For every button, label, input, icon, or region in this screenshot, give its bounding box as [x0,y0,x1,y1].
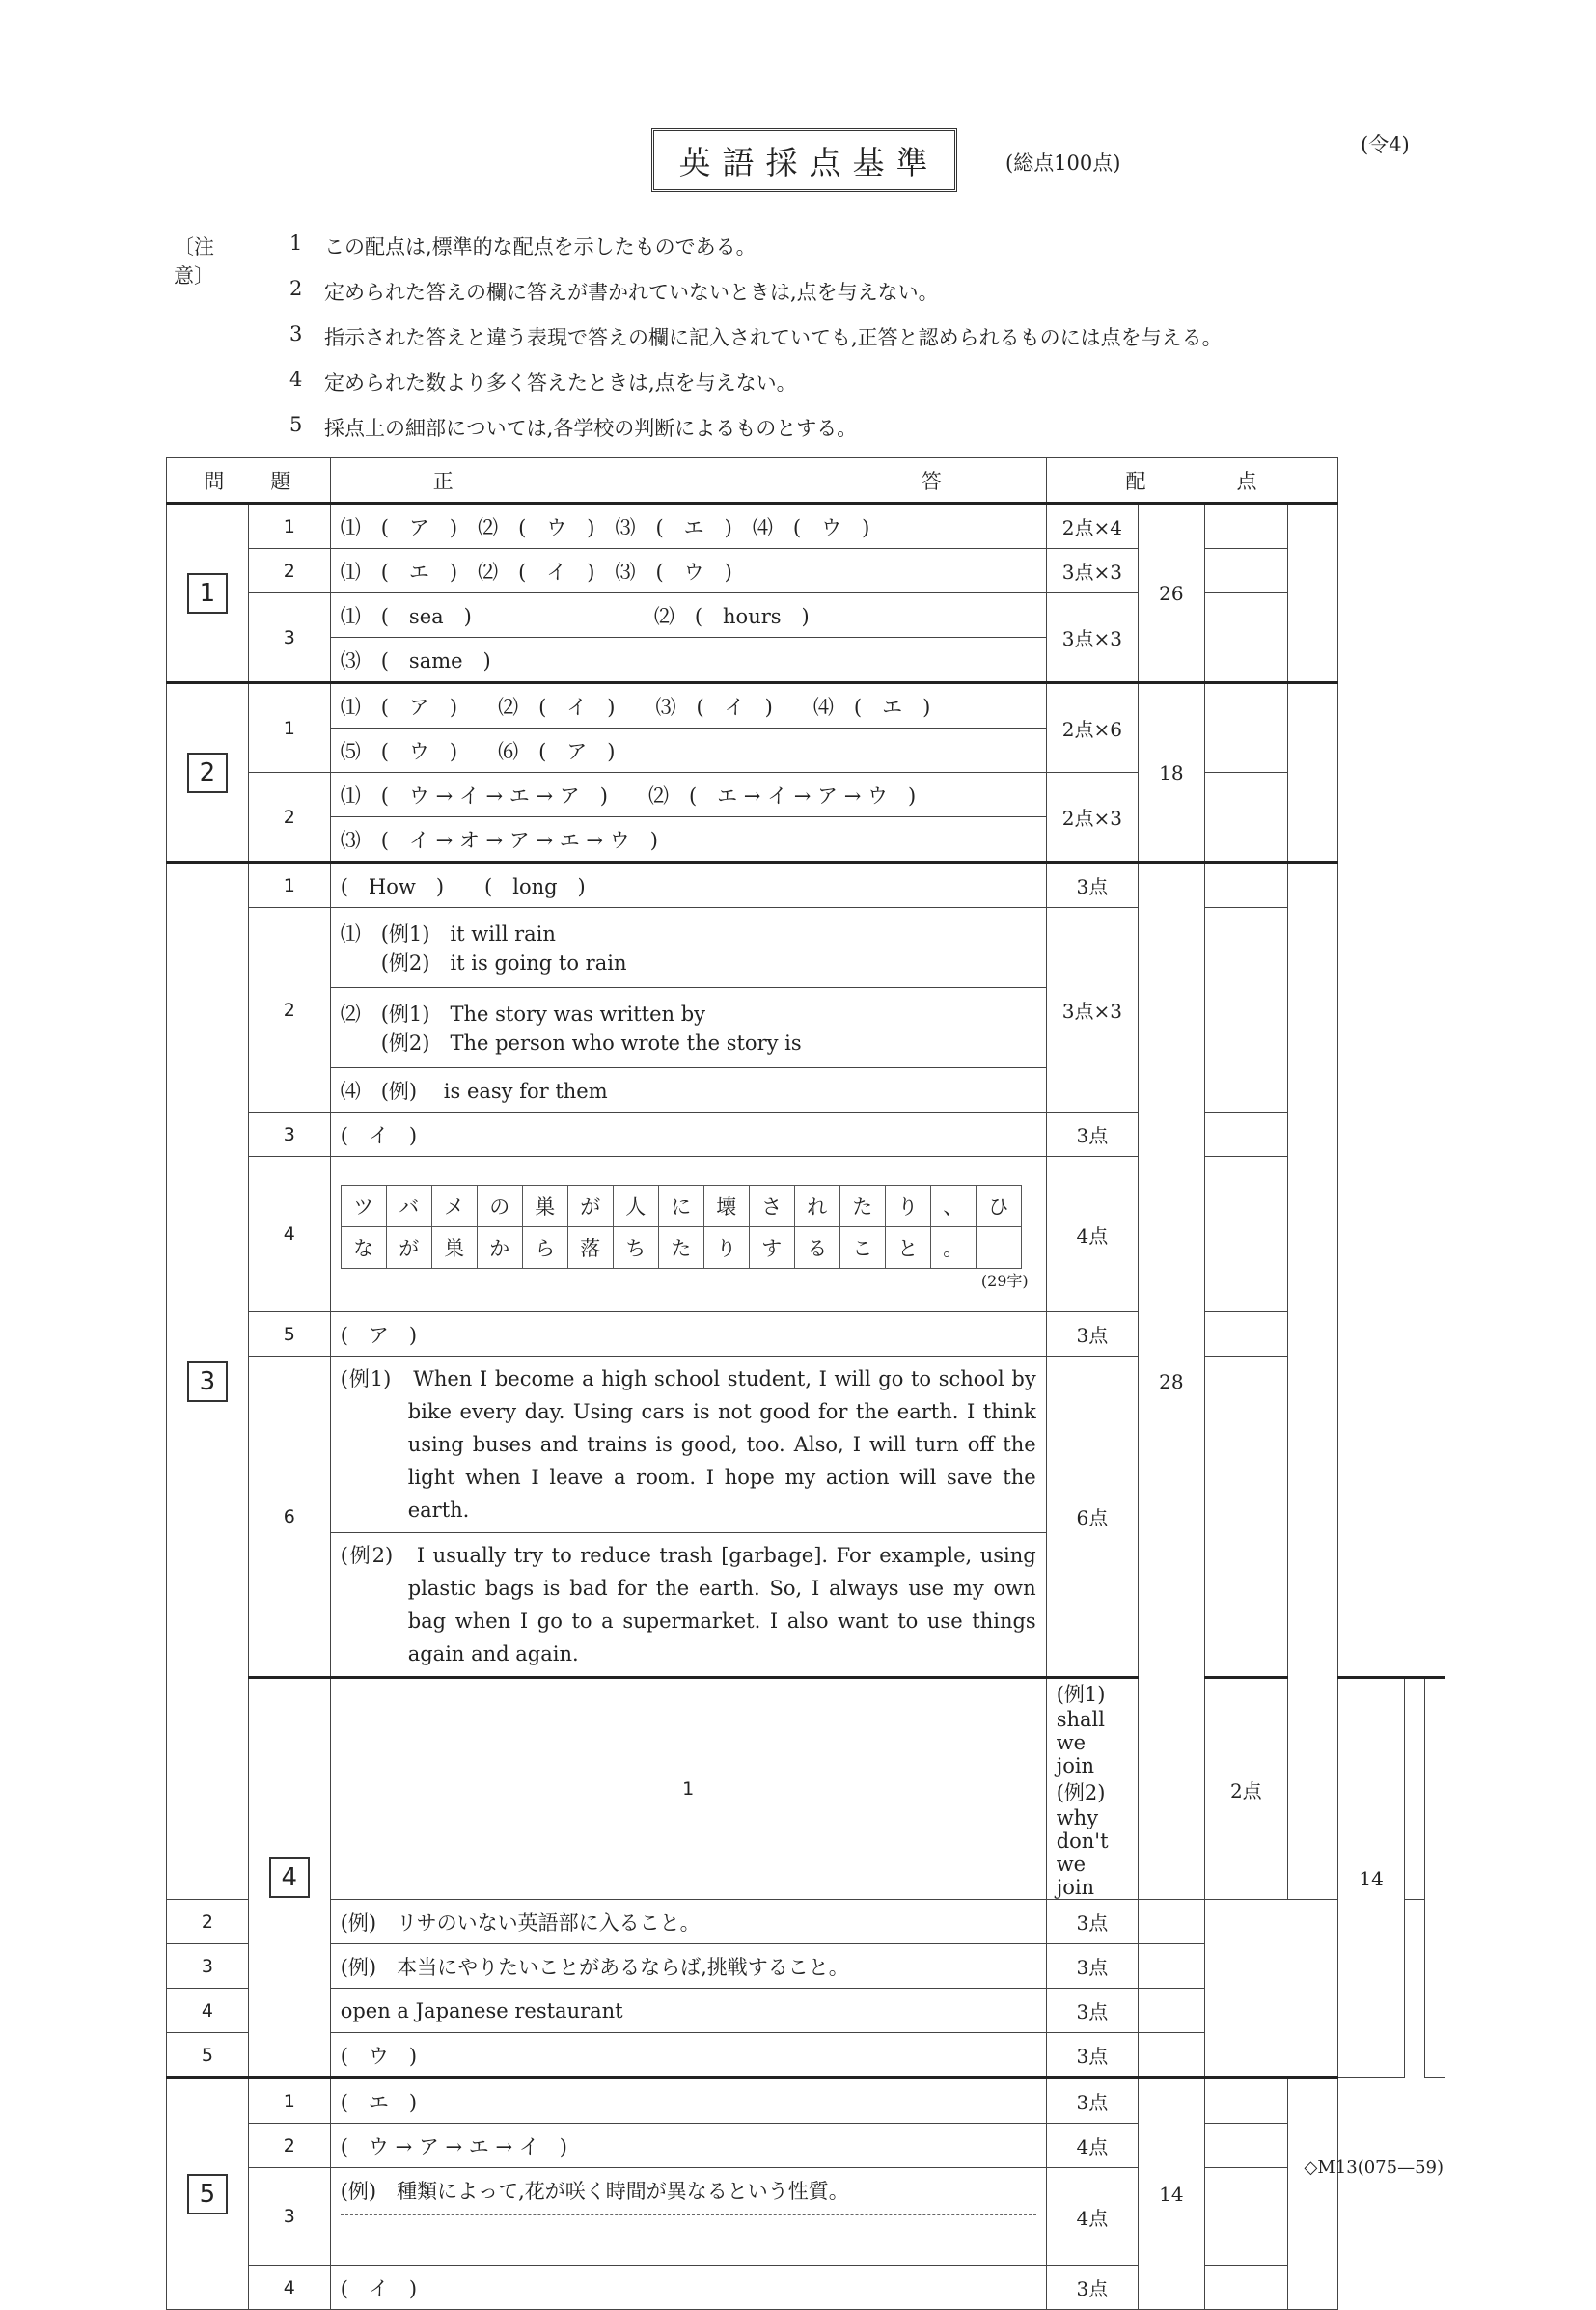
note-text: この配点は,標準的な配点を示したものである。 [324,235,757,259]
grid-cell: ち [613,1227,658,1269]
grid-cell: こ [839,1227,885,1269]
points: 2点×4 [1046,504,1138,549]
score-box [1204,1157,1287,1312]
score-box [1204,2168,1287,2266]
grid-row [341,1186,1021,1227]
question-number: 3 [248,2168,330,2266]
points: 3点 [1046,1900,1138,1944]
example-answer: (例1) When I become a high school student, I will go to school by bike every day. Using cars is not good for the earth. I think using buses and trains is good, too. Also, I will turn off the light when I leave a room. I hope my action will save the earth. [340,1367,1036,1522]
answer-line: ⑵ (例1) The story was written by [340,1003,706,1026]
points: 2点 [1204,1678,1287,1900]
table-row [167,593,1445,638]
table-row [167,863,1445,908]
grid-cell: る [794,1227,839,1269]
header-seitou: 正 答 [330,458,1046,504]
score-box-total [1287,2078,1337,2310]
score-box [1204,593,1287,683]
table-row [167,1678,1445,1900]
answer [1046,1678,1138,1900]
points: 3点 [1046,1113,1138,1157]
question-number: 1 [248,863,330,908]
note-num: 3 [289,322,303,345]
answer [330,1357,1046,1533]
dashed-rule [341,2214,1036,2215]
section-number: 3 [187,1361,228,1402]
section-5 [167,2078,249,2310]
grid-cell: り [885,1186,930,1227]
answer-line: (例1) shall we join [1056,1683,1126,1777]
subtotal: 28 [1139,863,1205,1900]
question-number: 2 [248,773,330,863]
section-number: 5 [187,2174,228,2214]
points: 4点 [1046,2168,1138,2266]
grid-cell: メ [431,1186,477,1227]
table-row [167,1357,1445,1533]
points: 6点 [1046,1357,1138,1678]
grid-cell [976,1227,1021,1269]
score-box [1204,908,1287,1113]
question-number: 1 [248,683,330,773]
points: 4点 [1046,2124,1138,2168]
char-count: (29字) [980,1272,1029,1290]
table-row [167,1989,1445,2033]
section-2 [167,683,249,863]
question-number: 5 [248,1312,330,1357]
grid-cell: た [839,1186,885,1227]
grid-cell: た [658,1227,703,1269]
header-haiten: 配 点 [1046,458,1338,504]
table-row [167,2168,1445,2266]
answer: ( ウ → ア → エ → イ ) [330,2124,1046,2168]
question-number: 3 [248,593,330,683]
answer [330,1533,1046,1678]
table-row [167,1944,1445,1989]
question-number: 4 [248,2266,330,2310]
points: 2点×3 [1046,773,1138,863]
header-mondai: 問 題 [167,458,331,504]
answer: ( イ ) [330,2266,1046,2310]
grid-cell: 巣 [431,1227,477,1269]
answer: ( イ ) [330,1113,1046,1157]
section-4 [248,1678,330,2078]
answer-line: ⑴ (例1) it will rain [340,922,556,946]
answer: ⑴ ( ア ) ⑵ ( ウ ) ⑶ ( エ ) ⑷ ( ウ ) [330,504,1046,549]
answer: ( エ ) [330,2078,1046,2124]
grid-cell: ツ [341,1186,386,1227]
answer-line: (例2) The person who wrote the story is [340,1031,802,1055]
question-number: 1 [330,1678,1046,1900]
answer: (例) 本当にやりたいことがあるならば,挑戦すること。 [330,1944,1046,1989]
answer-line: (例) 種類によって,花が咲く時間が異なるという性質。 [340,2180,849,2203]
points: 3点 [1046,1312,1138,1357]
subtotal: 26 [1139,504,1205,683]
answer: ⑴ ( エ ) ⑵ ( イ ) ⑶ ( ウ ) [330,549,1046,593]
table-row [167,504,1445,549]
score-box [1204,2078,1287,2124]
table-row [167,2266,1445,2310]
score-box [1204,1113,1287,1157]
score-box [1204,504,1287,549]
grid-cell: さ [749,1186,794,1227]
answer-line: (例2) it is going to rain [340,951,627,975]
score-box [1204,2124,1287,2168]
question-number: 4 [248,1157,330,1312]
question-number: 2 [248,908,330,1113]
manuscript-grid [341,1185,1022,1269]
answer: ⑴ ( ウ → イ → エ → ア ) ⑵ ( エ → イ → ア → ウ ) [330,773,1046,817]
grid-row [341,1227,1021,1269]
table-row [167,1113,1445,1157]
grid-cell: ひ [976,1186,1021,1227]
points: 3点×3 [1046,593,1138,683]
table-row [167,2124,1445,2168]
score-box-total [1287,504,1337,683]
score-box [1139,1944,1205,1989]
question-number: 2 [248,2124,330,2168]
points: 4点 [1046,1157,1138,1312]
subtotal: 14 [1338,1678,1405,2078]
score-box [1204,683,1287,773]
score-box [1204,863,1287,908]
subtotal: 14 [1139,2078,1205,2310]
question-number: 2 [167,1900,249,1944]
answer: ⑸ ( ウ ) ⑹ ( ア ) [330,729,1046,773]
grid-cell: 落 [567,1227,613,1269]
score-box [1405,1678,1425,1900]
grid-cell: ら [522,1227,567,1269]
question-number: 5 [167,2033,249,2078]
points: 2点×6 [1046,683,1138,773]
table-row [167,773,1445,817]
scoring-table [166,457,1445,2310]
score-box-total [1287,683,1337,863]
score-box [1204,549,1287,593]
table-row [167,2078,1445,2124]
question-number: 1 [248,2078,330,2124]
answer: ⑶ ( same ) [330,638,1046,683]
table-row [167,549,1445,593]
table-row [167,1900,1445,1944]
score-box [1139,2033,1205,2078]
answer: ⑴ ( ア ) ⑵ ( イ ) ⑶ ( イ ) ⑷ ( エ ) [330,683,1046,729]
section-1 [167,504,249,683]
score-box [1204,773,1287,863]
note-num: 2 [289,277,303,300]
section-number: 4 [269,1857,310,1898]
points: 3点 [1046,1989,1138,2033]
table-row [167,1157,1445,1312]
grid-cell: に [658,1186,703,1227]
grid-cell: 、 [930,1186,976,1227]
note-text: 指示された答えと違う表現で答えの欄に記入されていても,正答と認められるものには点を与える。 [324,326,1223,349]
answer [330,1157,1046,1312]
table-row [167,908,1445,988]
answer: ⑷ (例) is easy for them [330,1068,1046,1113]
grid-cell: と [885,1227,930,1269]
question-number: 6 [248,1357,330,1678]
points: 3点 [1046,2078,1138,2124]
grid-cell: 。 [930,1227,976,1269]
grid-cell: の [477,1186,522,1227]
footer-code: ◇M13(075—59) [1304,2158,1444,2178]
question-number: 3 [167,1944,249,1989]
score-box [1139,1900,1205,1944]
answer: ⑴ ( sea ) ⑵ ( hours ) [330,593,1046,638]
grid-cell: れ [794,1186,839,1227]
answer [330,2168,1046,2266]
answer [330,988,1046,1068]
note-text: 定められた数より多く答えたときは,点を与えない。 [324,371,797,395]
score-box [1204,1312,1287,1357]
note-num: 1 [289,232,303,255]
grid-cell: バ [386,1186,431,1227]
score-box-total [1287,863,1337,1900]
table-header [167,458,1445,504]
grid-cell: 壊 [703,1186,749,1227]
table-row [167,2033,1445,2078]
score-box [1139,1989,1205,2033]
points: 3点 [1046,2266,1138,2310]
points: 3点 [1046,1944,1138,1989]
answer [330,908,1046,988]
question-number: 4 [167,1989,249,2033]
question-number: 1 [248,504,330,549]
answer: ( How ) ( long ) [330,863,1046,908]
section-3 [167,863,249,1900]
year-label: (令4) [1361,133,1410,156]
page-title: 英語採点基準 [651,128,957,192]
note-text: 定められた答えの欄に答えが書かれていないときは,点を与えない。 [324,281,939,304]
answer: ⑶ ( イ → オ → ア → エ → ウ ) [330,817,1046,863]
answer: ( ウ ) [330,2033,1046,2078]
question-number: 2 [248,549,330,593]
answer-line: (例2) why don't we join [1056,1781,1126,1899]
example-answer: (例2) I usually try to reduce trash [garbage]. For example, using plastic bags is bad for the earth. So, I always use my own bag when I go to a supermarket. I also want to use things again and again. [340,1544,1036,1665]
points: 3点×3 [1046,549,1138,593]
note-num: 5 [289,413,303,436]
table-row [167,1312,1445,1357]
answer: (例) リサのいない英語部に入ること。 [330,1900,1046,1944]
subtotal: 18 [1139,683,1205,863]
grid-cell: 巣 [522,1186,567,1227]
total-points: (総点100点) [1005,151,1121,175]
grid-cell: す [749,1227,794,1269]
score-box [1204,1357,1287,1678]
grid-cell: 人 [613,1186,658,1227]
table-row [167,683,1445,729]
note-text: 採点上の細部については,各学校の判断によるものとする。 [324,417,858,440]
section-number: 1 [187,573,228,614]
points: 3点 [1046,2033,1138,2078]
score-box-total [1425,1678,1445,2078]
grid-cell: な [341,1227,386,1269]
grid-cell: り [703,1227,749,1269]
section-number: 2 [187,753,228,793]
question-number: 3 [248,1113,330,1157]
note-num: 4 [289,368,303,391]
points: 3点 [1046,863,1138,908]
notes-label: 〔注意〕 [174,235,214,288]
points: 3点×3 [1046,908,1138,1113]
answer: ( ア ) [330,1312,1046,1357]
grid-cell: が [386,1227,431,1269]
answer: open a Japanese restaurant [330,1989,1046,2033]
grid-cell: か [477,1227,522,1269]
score-box [1204,2266,1287,2310]
grid-cell: が [567,1186,613,1227]
